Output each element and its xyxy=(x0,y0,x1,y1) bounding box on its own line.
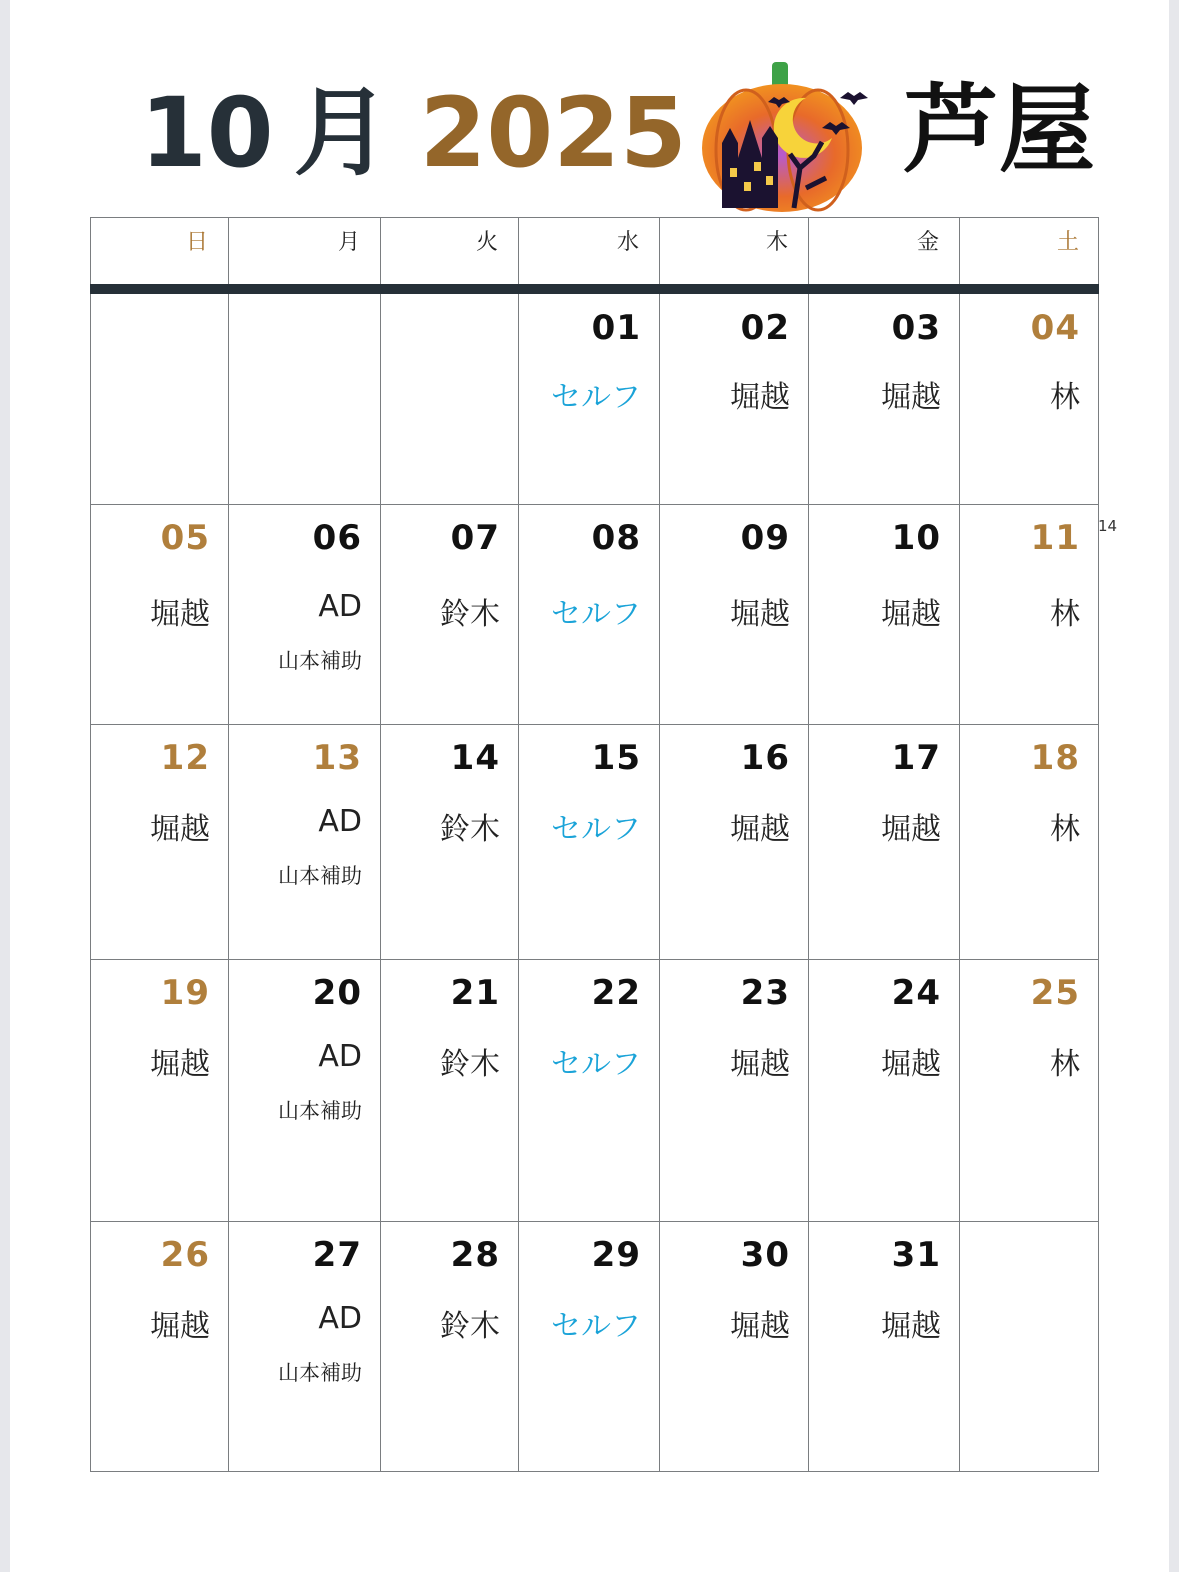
staff-name: 林 xyxy=(1050,597,1080,632)
title-month-kanji: 月 xyxy=(293,77,392,189)
day-cell xyxy=(808,959,959,1221)
day-number: 28 xyxy=(450,1235,500,1275)
day-number: 22 xyxy=(591,973,641,1013)
day-cell xyxy=(380,959,518,1221)
staff-name: 鈴木 xyxy=(440,1047,500,1082)
day-number: 08 xyxy=(591,518,641,558)
day-cell xyxy=(518,294,659,504)
day-number: 15 xyxy=(591,738,641,778)
day-cell xyxy=(959,724,1098,959)
day-cell xyxy=(808,724,959,959)
staff-name: 堀越 xyxy=(881,380,941,415)
assistant-note: 山本補助 xyxy=(278,1099,362,1123)
staff-name: 鈴木 xyxy=(440,1309,500,1344)
staff-name: AD xyxy=(318,804,362,839)
day-cell xyxy=(808,294,959,504)
day-number: 10 xyxy=(891,518,941,558)
header-divider xyxy=(90,284,1099,294)
day-cell xyxy=(808,1221,959,1471)
day-cell xyxy=(959,1221,1098,1471)
staff-name: 鈴木 xyxy=(440,812,500,847)
day-number: 02 xyxy=(740,308,790,348)
day-number: 24 xyxy=(891,973,941,1013)
halloween-pumpkin-icon xyxy=(702,58,872,213)
day-number: 16 xyxy=(740,738,790,778)
weekday-fri: 金 xyxy=(916,230,939,255)
day-number: 09 xyxy=(740,518,790,558)
staff-name: 堀越 xyxy=(150,1047,210,1082)
day-number: 17 xyxy=(891,738,941,778)
staff-name: 林 xyxy=(1050,812,1080,847)
day-number: 19 xyxy=(160,973,210,1013)
day-cell xyxy=(380,724,518,959)
day-number: 11 xyxy=(1030,518,1080,558)
staff-name: セルフ xyxy=(551,812,641,847)
day-number: 21 xyxy=(450,973,500,1013)
day-cell xyxy=(90,1221,228,1471)
staff-name: 林 xyxy=(1050,380,1080,415)
day-number: 23 xyxy=(740,973,790,1013)
staff-name: 堀越 xyxy=(150,1309,210,1344)
staff-name: 堀越 xyxy=(150,597,210,632)
weekday-thu: 木 xyxy=(765,230,788,255)
assistant-note: 山本補助 xyxy=(278,1361,362,1385)
day-number: 14 xyxy=(450,738,500,778)
day-number: 13 xyxy=(312,738,362,778)
calendar-page xyxy=(10,0,1169,1572)
day-number: 27 xyxy=(312,1235,362,1275)
day-cell xyxy=(959,959,1098,1221)
day-cell xyxy=(90,294,228,504)
day-number: 03 xyxy=(891,308,941,348)
day-cell xyxy=(659,1221,808,1471)
day-number: 25 xyxy=(1030,973,1080,1013)
day-number: 30 xyxy=(740,1235,790,1275)
day-cell xyxy=(228,1221,380,1471)
staff-name: AD xyxy=(318,1039,362,1074)
calendar-grid xyxy=(90,217,1099,1472)
weekday-wed: 水 xyxy=(616,230,639,255)
title-year: 2025 xyxy=(419,77,687,189)
title-month: 10 xyxy=(140,77,274,189)
grid-line xyxy=(90,1471,1099,1472)
staff-name: セルフ xyxy=(551,1047,641,1082)
staff-name: AD xyxy=(318,589,362,624)
day-cell xyxy=(90,959,228,1221)
assistant-note: 山本補助 xyxy=(278,864,362,888)
staff-name: 堀越 xyxy=(150,812,210,847)
day-number: 06 xyxy=(312,518,362,558)
day-number: 07 xyxy=(450,518,500,558)
day-cell xyxy=(659,294,808,504)
day-cell xyxy=(90,504,228,724)
day-cell xyxy=(518,504,659,724)
calendar-title xyxy=(140,77,687,189)
day-cell xyxy=(518,959,659,1221)
staff-name: 鈴木 xyxy=(440,597,500,632)
staff-name: 堀越 xyxy=(730,597,790,632)
staff-name: 堀越 xyxy=(881,597,941,632)
weekday-tue: 火 xyxy=(475,230,498,255)
day-number: 05 xyxy=(160,518,210,558)
day-cell xyxy=(228,504,380,724)
weekday-mon: 月 xyxy=(337,230,360,255)
staff-name: 林 xyxy=(1050,1047,1080,1082)
staff-name: セルフ xyxy=(551,380,641,415)
day-number: 04 xyxy=(1030,308,1080,348)
assistant-note: 山本補助 xyxy=(278,649,362,673)
staff-name: 堀越 xyxy=(881,812,941,847)
day-number: 18 xyxy=(1030,738,1080,778)
day-cell xyxy=(518,1221,659,1471)
day-number: 29 xyxy=(591,1235,641,1275)
day-number: 01 xyxy=(591,308,641,348)
day-number: 20 xyxy=(312,973,362,1013)
day-number: 26 xyxy=(160,1235,210,1275)
staff-name: 堀越 xyxy=(881,1309,941,1344)
grid-line xyxy=(1098,217,1099,1472)
staff-name: AD xyxy=(318,1301,362,1336)
day-cell xyxy=(380,294,518,504)
weekday-sun: 日 xyxy=(185,230,208,255)
day-cell xyxy=(518,724,659,959)
side-note: 14 xyxy=(1098,517,1118,535)
weekday-sat: 土 xyxy=(1056,230,1079,255)
day-cell xyxy=(228,294,380,504)
day-cell xyxy=(380,1221,518,1471)
day-cell xyxy=(659,959,808,1221)
location-title: 芦屋 xyxy=(903,74,1095,186)
day-cell xyxy=(808,504,959,724)
day-cell xyxy=(90,724,228,959)
grid-line xyxy=(90,217,1099,218)
day-cell xyxy=(959,504,1098,724)
staff-name: 堀越 xyxy=(730,380,790,415)
staff-name: 堀越 xyxy=(730,1047,790,1082)
day-cell xyxy=(959,294,1098,504)
day-cell xyxy=(659,504,808,724)
staff-name: 堀越 xyxy=(881,1047,941,1082)
staff-name: セルフ xyxy=(551,1309,641,1344)
staff-name: 堀越 xyxy=(730,812,790,847)
day-number: 12 xyxy=(160,738,210,778)
day-cell xyxy=(659,724,808,959)
staff-name: セルフ xyxy=(551,597,641,632)
day-cell xyxy=(228,724,380,959)
day-cell xyxy=(380,504,518,724)
day-number: 31 xyxy=(891,1235,941,1275)
staff-name: 堀越 xyxy=(730,1309,790,1344)
day-cell xyxy=(228,959,380,1221)
